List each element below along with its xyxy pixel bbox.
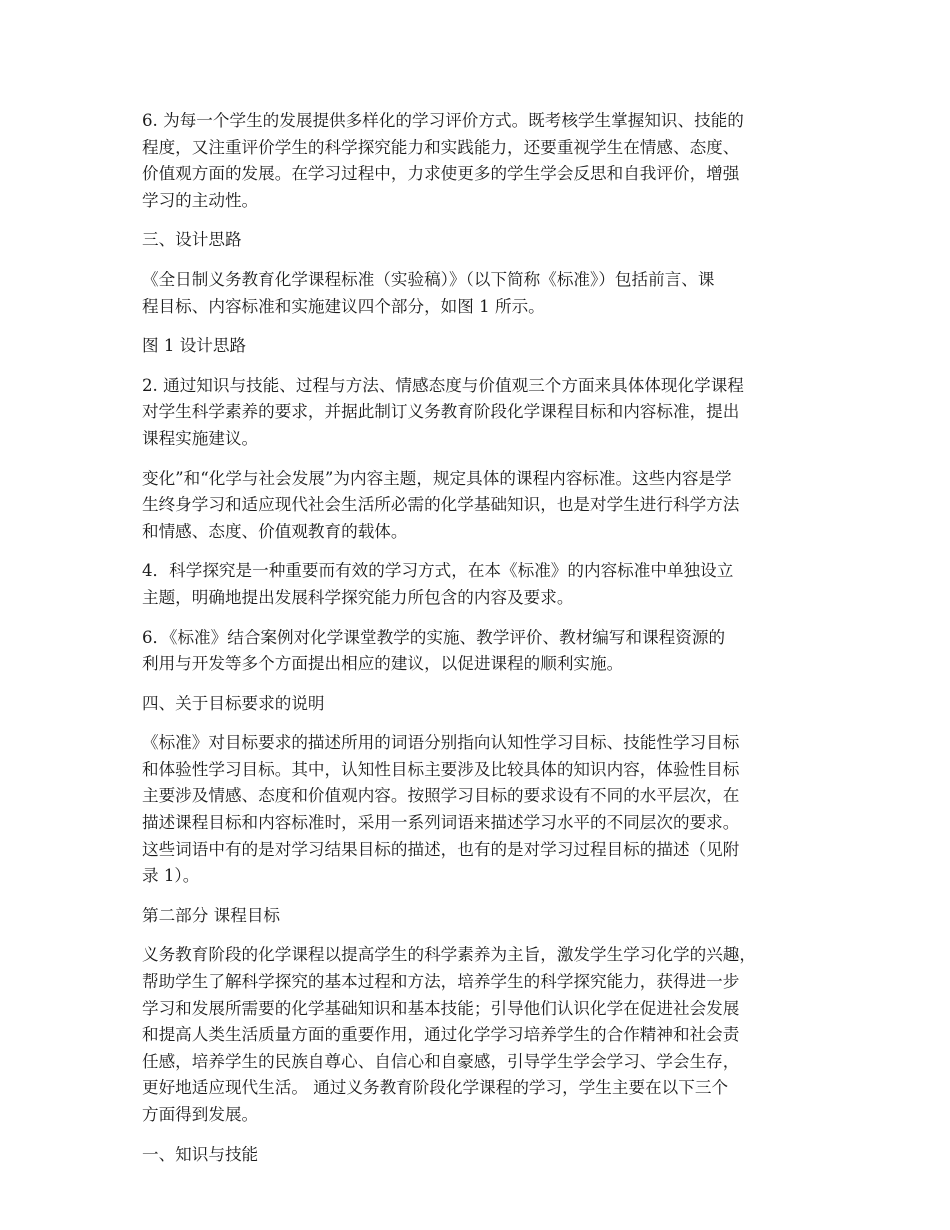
text-line: 程度，又注重评价学生的科学探究能力和实践能力，还要重视学生在情感、态度、 — [142, 137, 740, 157]
text-line: 2. 通过知识与技能、过程与方法、情感态度与价值观三个方面来具体体现化学课程 — [142, 375, 744, 395]
text-line: 4．科学探究是一种重要而有效的学习方式，在本《标准》的内容标准中单独设立 — [142, 561, 734, 581]
paragraph-course-goals — [142, 942, 822, 1128]
text-line: 帮助学生了解科学探究的基本过程和方法，培养学生的科学探究能力，获得进一步 — [142, 972, 740, 992]
text-line: 6．《标准》结合案例对化学课堂教学的实施、教学评价、教材编写和课程资源的 — [142, 627, 726, 647]
text-line: 和体验性学习目标。其中，认知性目标主要涉及比较具体的知识内容，体验性目标 — [142, 759, 740, 779]
paragraph-goal-descriptions — [142, 730, 822, 890]
section-heading-knowledge-skills — [142, 1142, 822, 1169]
part-heading-course-goals — [142, 903, 822, 930]
text-line: 这些词语中有的是对学习结果目标的描述，也有的是对学习过程目标的描述（见附 — [142, 839, 740, 859]
text-line: 义务教育阶段的化学课程以提高学生的科学素养为主旨，激发学生学习化学的兴趣， — [142, 945, 756, 965]
heading-text: 一、知识与技能 — [142, 1144, 259, 1164]
figure-caption — [142, 333, 822, 360]
heading-text: 三、设计思路 — [142, 230, 242, 250]
text-line: 课程实施建议。 — [142, 428, 259, 448]
text-line: 方面得到发展。 — [142, 1105, 259, 1124]
text-line: 6. 为每一个学生的发展提供多样化的学习评价方式。既考核学生掌握知识、技能的 — [142, 111, 744, 130]
paragraph-scientific-inquiry — [142, 558, 822, 611]
section-heading-design-ideas — [142, 227, 822, 254]
text-line: 主要涉及情感、态度和价值观内容。按照学习目标的要求设有不同的水平层次，在 — [142, 786, 740, 806]
caption-text: 图 1 设计思路 — [142, 336, 247, 356]
document-page — [142, 108, 822, 1181]
text-line: 《标准》对目标要求的描述所用的词语分别指向认知性学习目标、技能性学习目标 — [142, 733, 740, 753]
text-line: 价值观方面的发展。在学习过程中，力求使更多的学生学会反思和自我评价，增强 — [142, 164, 740, 184]
text-line: 《全日制义务教育化学课程标准（实验稿）》（以下简称《标准》）包括前言、课 — [142, 269, 715, 289]
paragraph-implementation-suggestions — [142, 625, 822, 678]
section-heading-goal-requirements — [142, 691, 822, 718]
paragraph-evaluation-methods — [142, 108, 822, 214]
heading-text: 四、关于目标要求的说明 — [142, 693, 325, 713]
text-line: 描述课程目标和内容标准时，采用一系列词语来描述学习水平的不同层次的要求。 — [142, 813, 740, 833]
heading-text: 第二部分 课程目标 — [142, 905, 281, 925]
text-line: 主题，明确地提出发展科学探究能力所包含的内容及要求。 — [142, 587, 574, 607]
text-line: 和情感、态度、价值观教育的载体。 — [142, 521, 408, 541]
text-line: 生终身学习和适应现代社会生活所必需的化学基础知识，也是对学生进行科学方法 — [142, 495, 740, 515]
text-line: 学习的主动性。 — [142, 190, 259, 210]
text-line: 更好地适应现代生活。 通过义务教育阶段化学课程的学习，学生主要在以下三个 — [142, 1078, 729, 1098]
paragraph-three-dimensions — [142, 373, 822, 453]
text-line: 变化”和“化学与社会发展”为内容主题，规定具体的课程内容标准。这些内容是学 — [142, 468, 732, 488]
text-line: 和提高人类生活质量方面的重要作用，通过化学学习培养学生的合作精神和社会责 — [142, 1025, 740, 1045]
text-line: 录 1）。 — [142, 866, 200, 886]
text-line: 程目标、内容标准和实施建议四个部分，如图 1 所示。 — [142, 296, 545, 316]
paragraph-standard-structure — [142, 267, 822, 320]
text-line: 对学生科学素养的要求，并据此制订义务教育阶段化学课程目标和内容标准，提出 — [142, 402, 740, 422]
text-line: 利用与开发等多个方面提出相应的建议，以促进课程的顺利实施。 — [142, 654, 624, 674]
paragraph-content-themes — [142, 466, 822, 546]
text-line: 学习和发展所需要的化学基础知识和基本技能；引导他们认识化学在促进社会发展 — [142, 998, 740, 1018]
text-line: 任感，培养学生的民族自尊心、自信心和自豪感，引导学生学会学习、学会生存， — [142, 1051, 740, 1071]
